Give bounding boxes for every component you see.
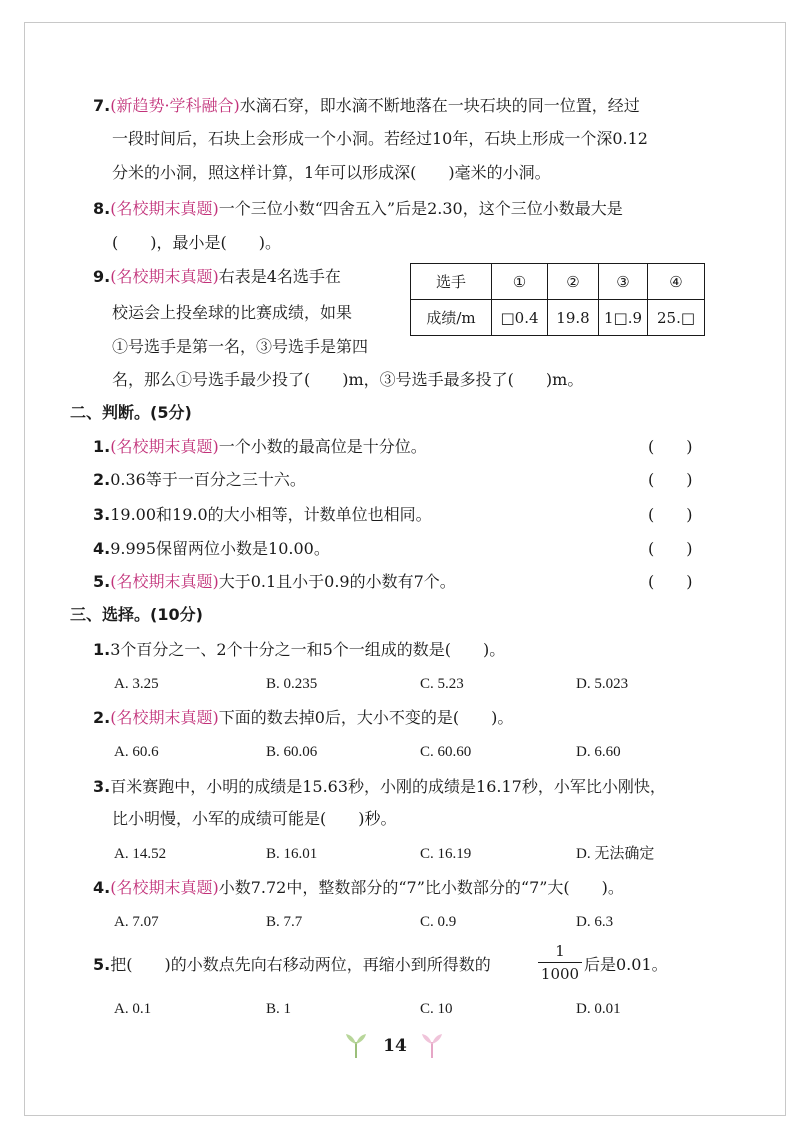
judge-item-5 [93,571,456,593]
judge-2-answer-blank[interactable]: ( ) [648,470,693,489]
sprout-right-icon [418,1030,446,1060]
judge-4-number: 4. [93,539,111,558]
choice-q3-option-d[interactable]: D. 无法确定 [576,846,655,862]
table-cell: 1□.9 [599,300,648,336]
choice-q3-number: 3. [93,777,111,796]
q9-line1 [93,266,341,288]
choice-q4-option-a[interactable]: A. 7.07 [114,914,159,930]
choice-q3-text: 百米赛跑中，小明的成绩是15.63秒，小刚的成绩是16.17秒，小军比小刚快， [110,777,666,796]
choice-q5-option-c[interactable]: C. 10 [420,1001,453,1017]
choice-q1-option-c[interactable]: C. 5.23 [420,676,464,692]
score-table-data-row [411,300,705,336]
choice-q3-option-c[interactable]: C. 16.19 [420,846,472,862]
fraction [538,942,582,983]
q8-text: 一个三位小数“四舍五入”后是2.30，这个三位小数最大是 [218,199,623,218]
choice-q2-option-c[interactable]: C. 60.60 [420,744,472,760]
q7-line1 [93,95,640,117]
judge-5-number: 5. [93,572,111,591]
choice-q1-option-a[interactable]: A. 3.25 [114,676,159,692]
fraction-numerator: 1 [555,942,565,960]
choice-q5 [93,954,491,976]
choice-q1-option-b[interactable]: B. 0.235 [266,676,318,692]
table-cell: 成绩/m [411,300,492,336]
q7-line2: 一段时间后，石块上会形成一个小洞。若经过10年，石块上形成一个深0.12 [112,129,648,148]
choice-q1-option-d[interactable]: D. 5.023 [576,676,629,692]
score-table [410,263,705,336]
q9-line2: 校运会上投垒球的比赛成绩，如果 [112,303,353,322]
judge-5-answer-blank[interactable]: ( ) [648,572,693,591]
judge-2-number: 2. [93,470,111,489]
table-cell: ③ [599,264,648,300]
choice-q4-option-d[interactable]: D. 6.3 [576,914,614,930]
choice-q2-tag: (名校期末真题) [110,708,219,727]
score-table-header-row [411,264,705,300]
q9-tag: (名校期末真题) [110,267,219,286]
q9-line4: 名，那么①号选手最少投了( )m，③号选手最多投了( )m。 [112,370,584,389]
table-cell: ④ [648,264,705,300]
judge-2-text: 0.36等于一百分之三十六。 [110,470,306,489]
choice-q4-option-c[interactable]: C. 0.9 [420,914,457,930]
q7-text: 水滴石穿，即水滴不断地落在一块石块的同一位置，经过 [239,96,640,115]
judge-item-4 [93,538,330,560]
choice-q1-text: 3个百分之一、2个十分之一和5个一组成的数是( )。 [110,640,506,659]
q8-number: 8. [93,199,111,218]
q8-tag: (名校期末真题) [110,199,219,218]
section3-title: 三、选择。(10分) [70,605,203,624]
q8-line1 [93,198,623,220]
q7-tag: (新趋势·学科融合) [110,96,240,115]
table-cell: 选手 [411,264,492,300]
table-cell: 25.□ [648,300,705,336]
judge-4-answer-blank[interactable]: ( ) [648,539,693,558]
fraction-bar [538,962,582,963]
choice-q2 [93,707,513,729]
judge-item-1 [93,436,427,458]
judge-5-tag: (名校期末真题) [110,572,219,591]
judge-1-number: 1. [93,437,111,456]
judge-4-text: 9.995保留两位小数是10.00。 [110,539,330,558]
page-number: 14 [383,1036,407,1056]
judge-5-text: 大于0.1且小于0.9的小数有7个。 [218,572,456,591]
judge-item-2 [93,469,306,491]
table-cell: □0.4 [492,300,548,336]
judge-1-answer-blank[interactable]: ( ) [648,437,693,456]
choice-q4-number: 4. [93,878,111,897]
choice-q4-tag: (名校期末真题) [110,878,219,897]
choice-q2-option-d[interactable]: D. 6.60 [576,744,621,760]
choice-q5-number: 5. [93,955,111,974]
q9-text: 右表是4名选手在 [218,267,341,286]
judge-item-3 [93,504,432,526]
choice-q5-option-d[interactable]: D. 0.01 [576,1001,621,1017]
choice-q3-option-a[interactable]: A. 14.52 [114,846,167,862]
section2-title: 二、判断。(5分) [70,403,192,422]
choice-q5-option-a[interactable]: A. 0.1 [114,1001,152,1017]
judge-3-answer-blank[interactable]: ( ) [648,505,693,524]
judge-3-text: 19.00和19.0的大小相等，计数单位也相同。 [110,505,432,524]
judge-3-number: 3. [93,505,111,524]
choice-q4 [93,877,624,899]
choice-q3-line2: 比小明慢，小军的成绩可能是( )秒。 [112,809,397,828]
choice-q2-option-a[interactable]: A. 60.6 [114,744,159,760]
table-cell: ② [548,264,599,300]
choice-q4-option-b[interactable]: B. 7.7 [266,914,303,930]
table-cell: 19.8 [548,300,599,336]
q9-line3: ①号选手是第一名，③号选手是第四 [112,337,369,356]
choice-q3 [93,776,666,798]
q7-line3: 分米的小洞，照这样计算，1年可以形成深( )毫米的小洞。 [112,163,551,182]
fraction-denominator: 1000 [540,965,580,983]
choice-q2-number: 2. [93,708,111,727]
choice-q5-text-pre: 把( )的小数点先向右移动两位，再缩小到所得数的 [110,955,491,974]
choice-q4-text: 小数7.72中，整数部分的“7”比小数部分的“7”大( )。 [218,878,624,897]
choice-q3-option-b[interactable]: B. 16.01 [266,846,318,862]
choice-q5-text-post: 后是0.01。 [584,955,668,974]
choice-q2-text: 下面的数去掉0后，大小不变的是( )。 [218,708,514,727]
q7-number: 7. [93,96,111,115]
choice-q5-option-b[interactable]: B. 1 [266,1001,292,1017]
choice-q1 [93,639,505,661]
judge-1-text: 一个小数的最高位是十分位。 [218,437,427,456]
q9-number: 9. [93,267,111,286]
judge-1-tag: (名校期末真题) [110,437,219,456]
q8-line2: ( )，最小是( )。 [112,233,281,252]
page-border [24,22,786,1116]
choice-q1-number: 1. [93,640,111,659]
choice-q2-option-b[interactable]: B. 60.06 [266,744,318,760]
table-cell: ① [492,264,548,300]
